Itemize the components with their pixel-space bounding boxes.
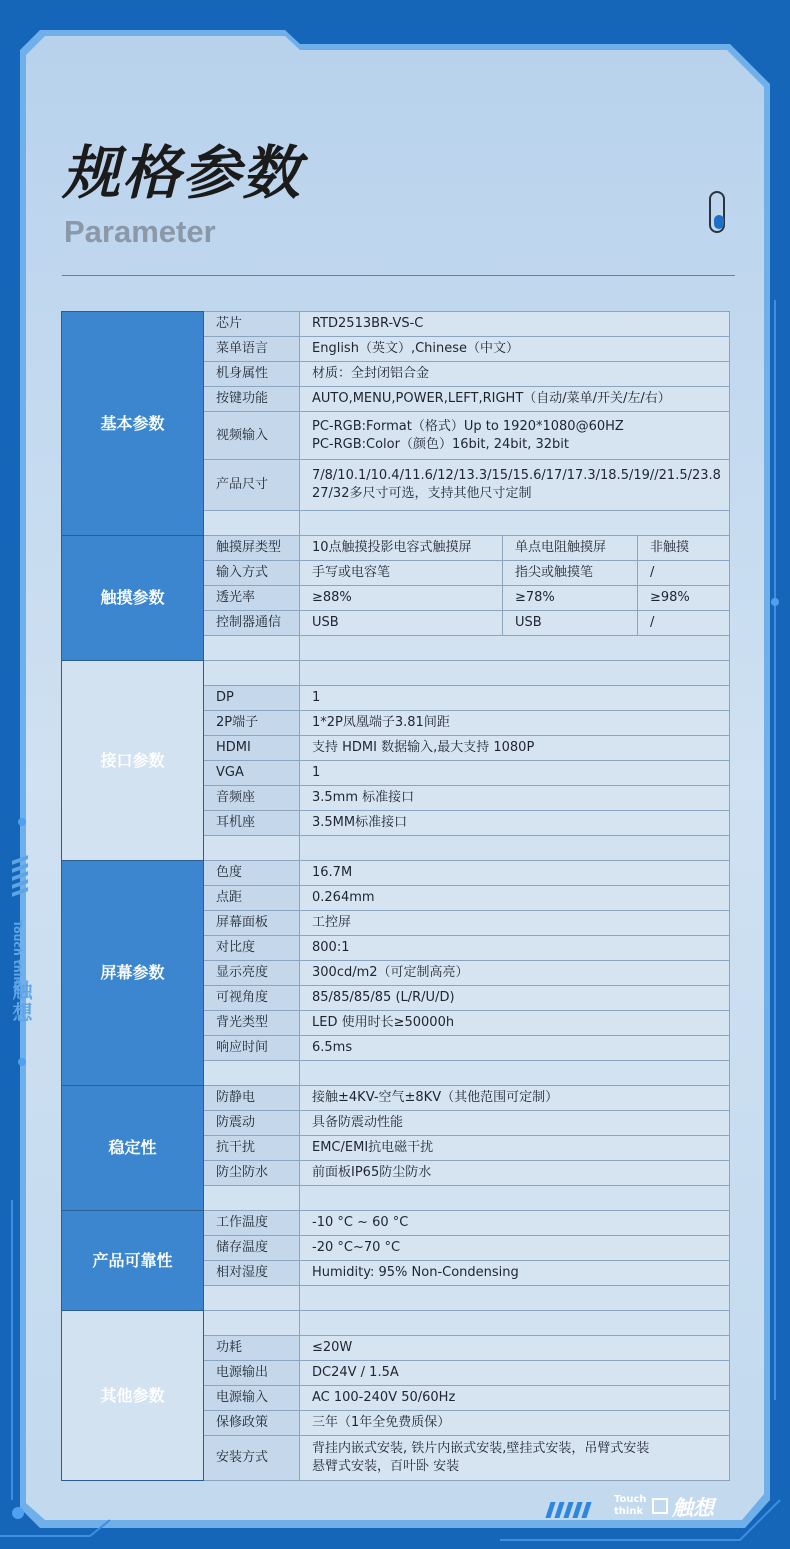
page-subtitle: Parameter bbox=[64, 214, 216, 249]
section-title: 其他参数 bbox=[62, 1311, 204, 1481]
empty-cell bbox=[204, 1186, 300, 1211]
logo-text-cn: 触想 bbox=[672, 1496, 714, 1520]
spec-value: ≥98% bbox=[638, 586, 730, 611]
spec-value: 工控屏 bbox=[300, 911, 730, 936]
touch-think-logo bbox=[614, 1494, 724, 1524]
spec-value-line: 悬臂式安装，百叶卧 安装 bbox=[312, 1459, 460, 1474]
spec-value: 指尖或触摸笔 bbox=[503, 561, 638, 586]
spec-label: 防尘防水 bbox=[204, 1161, 300, 1186]
spec-value: English（英文）,Chinese（中文） bbox=[300, 337, 730, 362]
spec-label: 显示亮度 bbox=[204, 961, 300, 986]
rail-dot bbox=[771, 598, 779, 606]
spec-label: 输入方式 bbox=[204, 561, 300, 586]
spec-value: 手写或电容笔 bbox=[300, 561, 503, 586]
spec-value: 1 bbox=[300, 686, 730, 711]
spec-value: 单点电阻触摸屏 bbox=[503, 536, 638, 561]
spec-label: 点距 bbox=[204, 886, 300, 911]
spec-label: 响应时间 bbox=[204, 1036, 300, 1061]
spec-value: Humidity: 95% Non-Condensing bbox=[300, 1261, 730, 1286]
spec-label: 音频座 bbox=[204, 786, 300, 811]
empty-cell bbox=[204, 636, 300, 661]
rail-dot bbox=[18, 818, 26, 826]
spec-value: 非触摸 bbox=[638, 536, 730, 561]
section-title: 产品可靠性 bbox=[62, 1211, 204, 1311]
logo-square-icon bbox=[652, 1498, 668, 1514]
spec-label: 储存温度 bbox=[204, 1236, 300, 1261]
spec-value: / bbox=[638, 561, 730, 586]
spec-value: AUTO,MENU,POWER,LEFT,RIGHT（自动/菜单/开关/左/右） bbox=[300, 387, 730, 412]
spec-value: RTD2513BR-VS-C bbox=[300, 312, 730, 337]
spec-value-line: 7/8/10.1/10.4/11.6/12/13.3/15/15.6/17/17.3/18.5/19//21.5/23.8 bbox=[312, 468, 721, 483]
spec-value: -10 °C ~ 60 °C bbox=[300, 1211, 730, 1236]
spec-value: / bbox=[638, 611, 730, 636]
spec-value: -20 °C~70 °C bbox=[300, 1236, 730, 1261]
corner-dot bbox=[12, 1507, 24, 1519]
spec-label: 电源输入 bbox=[204, 1386, 300, 1411]
page-title: 规格参数 bbox=[62, 139, 303, 207]
spec-value: 接触±4KV-空气±8KV（其他范围可定制） bbox=[300, 1086, 730, 1111]
rail-dot bbox=[18, 1058, 26, 1066]
spec-label: 芯片 bbox=[204, 312, 300, 337]
section-title: 接口参数 bbox=[62, 661, 204, 861]
spec-label: 对比度 bbox=[204, 936, 300, 961]
spec-label: 防静电 bbox=[204, 1086, 300, 1111]
side-brand-cn: 触想 bbox=[9, 980, 33, 1024]
spec-value: 16.7M bbox=[300, 861, 730, 886]
spec-label: 耳机座 bbox=[204, 811, 300, 836]
spec-value: ≤20W bbox=[300, 1336, 730, 1361]
spec-value: 前面板IP65防尘防水 bbox=[300, 1161, 730, 1186]
spec-value bbox=[300, 1436, 730, 1481]
spec-label: 屏幕面板 bbox=[204, 911, 300, 936]
section-title: 基本参数 bbox=[62, 312, 204, 536]
spec-value bbox=[300, 460, 730, 511]
spec-value: 1*2P凤凰端子3.81间距 bbox=[300, 711, 730, 736]
spec-value: 0.264mm bbox=[300, 886, 730, 911]
spec-value: AC 100-240V 50/60Hz bbox=[300, 1386, 730, 1411]
spec-label: HDMI bbox=[204, 736, 300, 761]
spec-label: 相对湿度 bbox=[204, 1261, 300, 1286]
empty-cell bbox=[300, 836, 730, 861]
spec-label: 按键功能 bbox=[204, 387, 300, 412]
empty-cell bbox=[300, 1286, 730, 1311]
spec-value: 800:1 bbox=[300, 936, 730, 961]
spec-label: 工作温度 bbox=[204, 1211, 300, 1236]
side-stripes bbox=[12, 858, 28, 898]
spec-value: 材质：全封闭铝合金 bbox=[300, 362, 730, 387]
spec-value: 具备防震动性能 bbox=[300, 1111, 730, 1136]
empty-cell bbox=[204, 836, 300, 861]
spec-label: 背光类型 bbox=[204, 1011, 300, 1036]
spec-label: DP bbox=[204, 686, 300, 711]
spec-value: 1 bbox=[300, 761, 730, 786]
spec-label: 视频输入 bbox=[204, 412, 300, 460]
section-title: 屏幕参数 bbox=[62, 861, 204, 1086]
section-title: 稳定性 bbox=[62, 1086, 204, 1211]
spec-label: 机身属性 bbox=[204, 362, 300, 387]
empty-cell bbox=[300, 1061, 730, 1086]
spec-value: USB bbox=[300, 611, 503, 636]
spec-value: 三年（1年全免费质保） bbox=[300, 1411, 730, 1436]
spec-value: 85/85/85/85 (L/R/U/D) bbox=[300, 986, 730, 1011]
empty-cell bbox=[300, 636, 730, 661]
spec-label: 控制器通信 bbox=[204, 611, 300, 636]
side-brand-en: Touch think bbox=[11, 920, 24, 992]
spec-value: ≥78% bbox=[503, 586, 638, 611]
scroll-mouse-icon bbox=[709, 191, 725, 233]
empty-cell bbox=[300, 511, 730, 536]
spec-label: 功耗 bbox=[204, 1336, 300, 1361]
bottom-stripes bbox=[548, 1502, 593, 1522]
spec-value: DC24V / 1.5A bbox=[300, 1361, 730, 1386]
spec-value-line: PC-RGB:Format（格式）Up to 1920*1080@60HZ bbox=[312, 418, 624, 434]
spec-value: LED 使用时长≥50000h bbox=[300, 1011, 730, 1036]
empty-cell bbox=[204, 1286, 300, 1311]
empty-cell bbox=[300, 1311, 730, 1336]
spec-value-line: 背挂内嵌式安装, 铁片内嵌式安装,壁挂式安装，吊臂式安装 bbox=[312, 1441, 650, 1456]
empty-cell bbox=[300, 661, 730, 686]
spec-label: 2P端子 bbox=[204, 711, 300, 736]
spec-table bbox=[61, 311, 730, 1481]
spec-value: 3.5mm 标准接口 bbox=[300, 786, 730, 811]
title-divider bbox=[62, 275, 735, 276]
spec-label: 菜单语言 bbox=[204, 337, 300, 362]
spec-label: 透光率 bbox=[204, 586, 300, 611]
spec-value: EMC/EMI抗电磁干扰 bbox=[300, 1136, 730, 1161]
spec-value: 支持 HDMI 数据输入,最大支持 1080P bbox=[300, 736, 730, 761]
spec-label: 触摸屏类型 bbox=[204, 536, 300, 561]
side-brand-logo bbox=[10, 920, 36, 1030]
empty-cell bbox=[204, 1311, 300, 1336]
spec-label: 保修政策 bbox=[204, 1411, 300, 1436]
spec-value: USB bbox=[503, 611, 638, 636]
spec-label: 电源输出 bbox=[204, 1361, 300, 1386]
spec-value-line: 27/32多尺寸可选，支持其他尺寸定制 bbox=[312, 486, 532, 501]
spec-value: 6.5ms bbox=[300, 1036, 730, 1061]
empty-cell bbox=[204, 661, 300, 686]
spec-label: VGA bbox=[204, 761, 300, 786]
spec-label: 色度 bbox=[204, 861, 300, 886]
section-title: 触摸参数 bbox=[62, 536, 204, 661]
spec-label: 抗干扰 bbox=[204, 1136, 300, 1161]
spec-value: ≥88% bbox=[300, 586, 503, 611]
spec-label: 产品尺寸 bbox=[204, 460, 300, 511]
spec-value: 10点触摸投影电容式触摸屏 bbox=[300, 536, 503, 561]
empty-cell bbox=[300, 1186, 730, 1211]
logo-text-en: Touch think bbox=[614, 1494, 647, 1517]
spec-value: 300cd/m2（可定制高亮） bbox=[300, 961, 730, 986]
spec-value bbox=[300, 412, 730, 460]
spec-label: 可视角度 bbox=[204, 986, 300, 1011]
spec-label: 安装方式 bbox=[204, 1436, 300, 1481]
spec-value: 3.5MM标准接口 bbox=[300, 811, 730, 836]
empty-cell bbox=[204, 511, 300, 536]
spec-label: 防震动 bbox=[204, 1111, 300, 1136]
spec-value-line: PC-RGB:Color（颜色）16bit, 24bit, 32bit bbox=[312, 436, 569, 452]
empty-cell bbox=[204, 1061, 300, 1086]
